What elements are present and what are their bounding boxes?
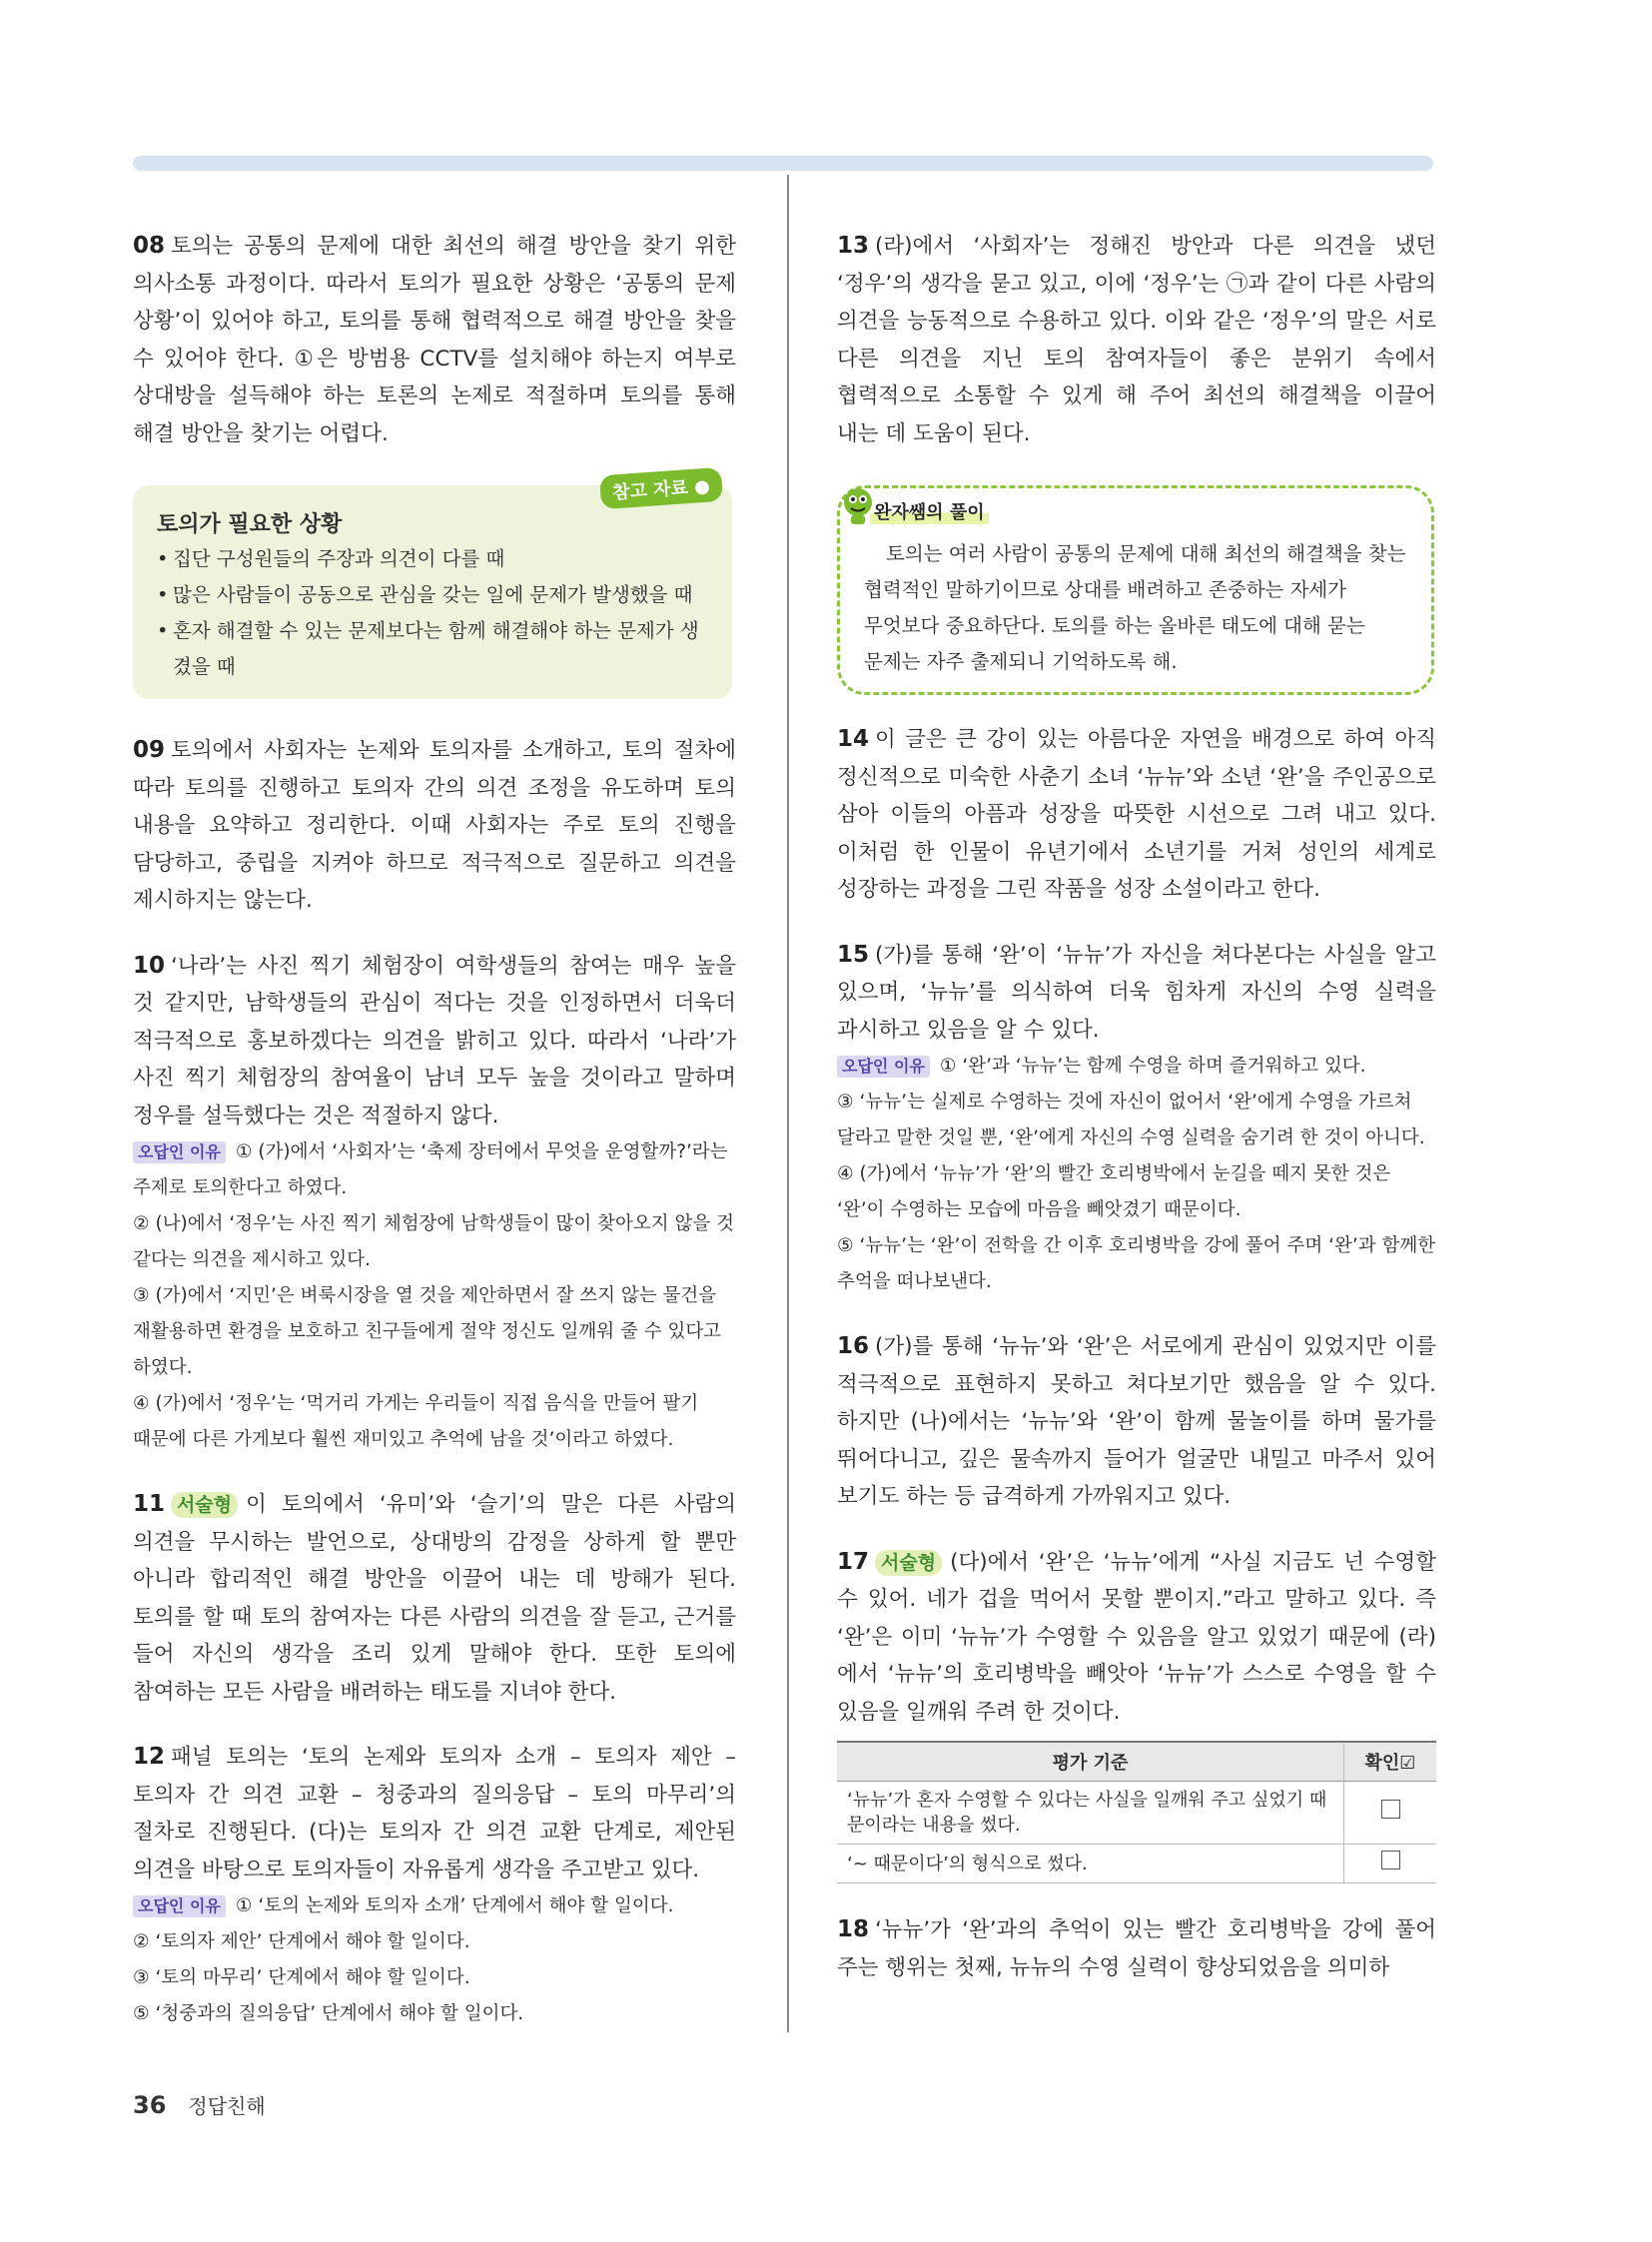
wrong-reason-note: 오답인 이유 ① (가)에서 ‘사회자’는 ‘축제 장터에서 무엇을 운영할까?’라는 주제로 토의한다고 하였다. — [133, 1141, 728, 1198]
answer-number: 17 — [837, 1548, 870, 1575]
wrong-reason-tag: 오답인 이유 — [133, 1895, 226, 1917]
evaluation-criteria-table — [837, 1741, 1436, 1883]
answer-text: 토의에서 사회자는 논제와 토의자를 소개하고, 토의 절차에 따라 토의를 진행하고 토의자 간의 의견 조정을 유도하며 토의 내용을 요약하고 정리한다. 이때 사회자는 주로 토의 진행을 담당하고, 중립을 지켜야 하므로 적극적으로 질문하고 의견을 제시하지는 않는다. — [133, 738, 736, 913]
answer-16 — [837, 1328, 1436, 1516]
wrong-reason-tag: 오답인 이유 — [837, 1056, 930, 1078]
checkbox[interactable] — [1381, 1851, 1400, 1869]
left-column — [133, 228, 736, 452]
answer-number: 15 — [837, 941, 870, 968]
answer-text: 이 글은 큰 강이 있는 아름다운 자연을 배경으로 하여 아직 정신적으로 미숙한 사춘기 소녀 ‘뉴뉴’와 소년 ‘완’을 주인공으로 삼아 이들의 아픔과 성장을 따뜻한 시선으로 그려 내고 있다. 이처럼 한 인물이 유년기에서 소년기를 거쳐 성인의 세계로 성장하는 과정을 그린 작품을 성장 소설이라고 한다. — [837, 727, 1436, 902]
wrong-reason-note: 오답인 이유 ① ‘토의 논제와 토의자 소개’ 단계에서 해야 할 일이다. — [133, 1888, 736, 1924]
answer-number: 14 — [837, 726, 870, 752]
answer-09 — [133, 732, 736, 920]
answer-17 — [837, 1544, 1436, 1732]
wrong-reason-note: ④ (가)에서 ‘정우’는 ‘먹거리 가게는 우리들이 직접 음식을 만들어 팔기 때문에 다른 가게보다 훨씬 재미있고 추억에 남을 것’이라고 하였다. — [133, 1393, 699, 1450]
answer-text: (가)를 통해 ‘완’이 ‘뉴뉴’가 자신을 쳐다본다는 사실을 알고 있으며, ‘뉴뉴’를 의식하여 더욱 힘차게 자신의 수영 실력을 과시하고 있음을 알 수 있다. — [837, 942, 1436, 1043]
footer-label: 정답친해 — [188, 2094, 266, 2118]
left-column-lower — [133, 732, 736, 2032]
answer-text: (가)를 통해 ‘뉴뉴’와 ‘완’은 서로에게 관심이 있었지만 이를 적극적으로 표현하지 못하고 쳐다보기만 했음을 알 수 있다. 하지만 (나)에서는 ‘뉴뉴’와 ‘완’이 함께 물놀이를 하며 물가를 뛰어다니고, 깊은 물속까지 들어가 얼굴만 내밀고 마주서 있어 보기도 하는 등 급격하게 가까워지고 있다. — [837, 1334, 1436, 1509]
wrong-reason-note: ② ‘토의자 제안’ 단계에서 해야 할 일이다. — [133, 1931, 470, 1952]
answer-number: 18 — [837, 1916, 870, 1942]
reference-title: 토의가 필요한 상황 — [157, 512, 343, 537]
answer-text: ‘나라’는 사진 찍기 체험장이 여학생들의 참여는 매우 높을 것 같지만, 남학생들의 관심이 적다는 것을 인정하면서 더욱더 적극적으로 홍보하겠다는 의견을 밝히고 있다. 따라서 ‘나라’가 사진 찍기 체험장의 참여율이 남녀 모두 높을 것이라고 말하며 정우를 설득했다는 것은 적절하지 않다. — [133, 953, 736, 1128]
wrong-reason-note: ③ ‘뉴뉴’는 실제로 수영하는 것에 자신이 없어서 ‘완’에게 수영을 가르쳐 달라고 말한 것일 뿐, ‘완’에게 자신의 수영 실력을 숨기려 한 것이 아니다. — [837, 1092, 1425, 1148]
criteria-cell: ‘~ 때문이다’의 형식으로 썼다. — [837, 1845, 1344, 1883]
wrong-reason-note: ② (나)에서 ‘정우’는 사진 찍기 체험장에 남학생들이 많이 찾아오지 않을 것 같다는 의견을 제시하고 있다. — [133, 1213, 734, 1270]
answer-08 — [133, 228, 736, 452]
answer-10 — [133, 948, 736, 1135]
answer-14 — [837, 721, 1436, 909]
essay-tag: 서술형 — [875, 1550, 942, 1576]
answer-text: 패널 토의는 ‘토의 논제와 토의자 소개 – 토의자 제안 – 토의자 간 의견 교환 – 청중과의 질의응답 – 토의 마무리’의 절차로 진행된다. (다)는 토의자 간 의견 교환 단계로, 제안된 의견을 바탕으로 토의자들이 자유롭게 생각을 주고받고 있다. — [133, 1745, 736, 1882]
wrong-reason-note: ④ (가)에서 ‘뉴뉴’가 ‘완’의 빨간 호리병박에서 눈길을 떼지 못한 것은 ‘완’이 수영하는 모습에 마음을 빼앗겼기 때문이다. — [837, 1163, 1391, 1220]
answer-text: 토의는 공통의 문제에 대한 최선의 해결 방안을 찾기 위한 의사소통 과정이다. 따라서 토의가 필요한 상황은 ‘공통의 문제 상황’이 있어야 하고, 토의를 통해 협력적으로 해결 방안을 찾을 수 있어야 한다. ①은 방범용 CCTV를 설치해야 하는지 여부로 상대방을 설득해야 하는 토론의 논제로 적절하며 토의를 통해 해결 방안을 찾기는 어렵다. — [133, 234, 736, 446]
essay-tag: 서술형 — [171, 1492, 238, 1518]
tip-heading: 완자쌤의 풀이 — [870, 498, 989, 524]
answer-15 — [837, 937, 1436, 1050]
wrong-reason-tag: 오답인 이유 — [133, 1141, 226, 1163]
answer-18 — [837, 1911, 1436, 1986]
answer-11 — [133, 1486, 736, 1711]
check-cell — [1344, 1845, 1437, 1883]
reference-list — [157, 541, 712, 685]
list-item: • 집단 구성원들의 주장과 의견이 다를 때 — [157, 541, 712, 577]
wrong-reason-note: 오답인 이유 ① ‘완’과 ‘뉴뉴’는 함께 수영을 하며 즐거워하고 있다. — [837, 1049, 1436, 1085]
reference-box — [133, 475, 732, 699]
answer-number: 10 — [133, 952, 166, 979]
answer-text: ‘뉴뉴’가 ‘완’과의 추억이 있는 빨간 호리병박을 강에 풀어 주는 행위는 첫째, 뉴뉴의 수영 실력이 향상되었음을 의미하 — [837, 1917, 1436, 1980]
table-header-row — [837, 1742, 1436, 1782]
checkbox[interactable] — [1381, 1800, 1400, 1819]
wrong-reason-note: ⑤ ‘청중과의 질의응답’ 단계에서 해야 할 일이다. — [133, 2003, 524, 2024]
reference-badge: 참고 자료 ● — [599, 467, 723, 509]
answer-number: 11 — [133, 1491, 166, 1517]
wrong-reason-note: ③ (가)에서 ‘지민’은 벼룩시장을 열 것을 제안하면서 잘 쓰지 않는 물건을 재활용하면 환경을 보호하고 친구들에게 절약 정신도 일깨워 줄 수 있다고 하였다. — [133, 1285, 722, 1378]
wrong-reason-note: ③ ‘토의 마무리’ 단계에서 해야 할 일이다. — [133, 1967, 470, 1988]
answer-13 — [837, 228, 1436, 452]
table-row — [837, 1845, 1436, 1883]
list-item: • 많은 사람들이 공동으로 관심을 갖는 일에 문제가 발생했을 때 — [157, 577, 712, 613]
page-footer — [133, 2090, 266, 2119]
wrong-reason-note: ⑤ ‘뉴뉴’는 ‘완’이 전학을 간 이후 호리병박을 강에 풀어 주며 ‘완’과 함께한 추억을 떠나보낸다. — [837, 1235, 1436, 1292]
answer-number: 08 — [133, 233, 166, 259]
answer-text: (다)에서 ‘완’은 ‘뉴뉴’에게 “사실 지금도 넌 수영할 수 있어. 네가 겁을 먹어서 못할 뿐이지.”라고 말하고 있다. 즉 ‘완’은 이미 ‘뉴뉴’가 수영할 수 있음을 알고 있었기 때문에 (라)에서 ‘뉴뉴’의 호리병박을 빼앗아 ‘뉴뉴’가 스스로 수영을 할 수 있음을 일깨워 주려 한 것이다. — [837, 1549, 1436, 1725]
answer-number: 09 — [133, 737, 166, 763]
answer-number: 12 — [133, 1744, 166, 1770]
answer-12 — [133, 1739, 736, 1888]
check-header: 확인☑ — [1344, 1742, 1437, 1782]
right-column — [837, 228, 1436, 452]
list-item: • 혼자 해결할 수 있는 문제보다는 함께 해결해야 하는 문제가 생겼을 때 — [157, 613, 712, 685]
page-number: 36 — [133, 2091, 167, 2119]
column-divider — [787, 175, 789, 2032]
table-row — [837, 1782, 1436, 1845]
tip-text: 토의는 여러 사람이 공통의 문제에 대해 최선의 해결책을 찾는 협력적인 말하기이므로 상대를 배려하고 존중하는 자세가 무엇보다 중요하단다. 토의를 하는 올바른 태도에 대해 묻는 문제는 자주 출제되니 기억하도록 해. — [864, 542, 1406, 673]
criteria-cell: ‘뉴뉴’가 혼자 수영할 수 있다는 사실을 일깨워 주고 싶었기 때문이라는 내용을 썼다. — [837, 1782, 1344, 1845]
answer-number: 13 — [837, 233, 870, 259]
answer-text: 이 토의에서 ‘유미’와 ‘슬기’의 말은 다른 사람의 의견을 무시하는 발언으로, 상대방의 감정을 상하게 할 뿐만 아니라 합리적인 해결 방안을 이끌어 내는 데 방해가 된다. 토의를 할 때 토의 참여자는 다른 사람의 의견을 잘 듣고, 근거를 들어 자신의 생각을 조리 있게 말해야 한다. 또한 토의에 참여하는 모든 사람을 배려하는 태도를 지녀야 한다. — [133, 1492, 736, 1705]
teacher-tip-box — [837, 485, 1434, 695]
header-bar — [133, 156, 1433, 171]
answer-number: 16 — [837, 1333, 870, 1359]
criteria-header: 평가 기준 — [837, 1742, 1344, 1782]
answer-text: (라)에서 ‘사회자’는 정해진 방안과 다른 의견을 냈던 ‘정우’의 생각을 묻고 있고, 이에 ‘정우’는 ㉠과 같이 다른 사람의 의견을 능동적으로 수용하고 있다. 이와 같은 ‘정우’의 말은 서로 다른 의견을 지닌 토의 참여자들이 좋은 분위기 속에서 협력적으로 소통할 수 있게 해 주어 최선의 해결책을 이끌어 내는 데 도움이 된다. — [837, 234, 1436, 446]
right-column-lower — [837, 721, 1436, 1986]
check-cell — [1344, 1782, 1437, 1845]
